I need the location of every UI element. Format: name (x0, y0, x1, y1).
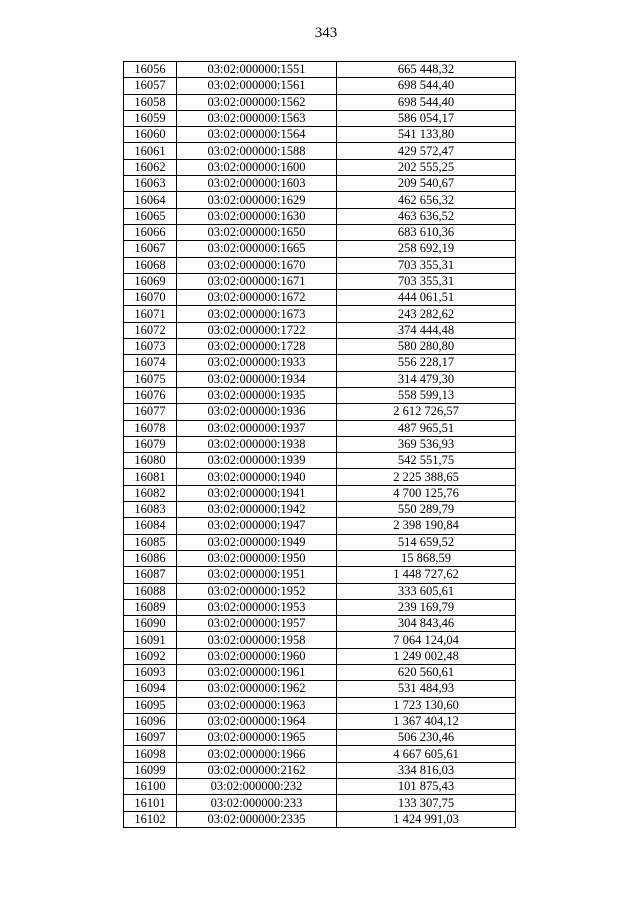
row-number-cell: 16074 (124, 355, 177, 371)
row-number-cell: 16098 (124, 746, 177, 762)
cadastral-value-cell: 243 282,62 (337, 306, 516, 322)
table-row (124, 143, 516, 159)
cadastral-number-cell: 03:02:000000:1722 (177, 322, 337, 338)
table-row (124, 110, 516, 126)
cadastral-number-cell: 03:02:000000:1934 (177, 371, 337, 387)
cadastral-number-cell: 03:02:000000:1564 (177, 127, 337, 143)
cadastral-value-cell: 558 599,13 (337, 387, 516, 403)
table-row (124, 713, 516, 729)
cadastral-number-cell: 03:02:000000:1935 (177, 387, 337, 403)
cadastral-value-cell: 15 868,59 (337, 550, 516, 566)
table-row (124, 306, 516, 322)
row-number-cell: 16082 (124, 485, 177, 501)
cadastral-value-cell: 369 536,93 (337, 436, 516, 452)
cadastral-number-cell: 03:02:000000:1941 (177, 485, 337, 501)
cadastral-value-cell: 580 280,80 (337, 339, 516, 355)
table-row (124, 779, 516, 795)
table-row (124, 339, 516, 355)
cadastral-number-cell: 03:02:000000:1563 (177, 110, 337, 126)
row-number-cell: 16066 (124, 224, 177, 240)
cadastral-value-cell: 133 307,75 (337, 795, 516, 811)
cadastral-value-cell: 4 700 125,76 (337, 485, 516, 501)
cadastral-number-cell: 03:02:000000:1965 (177, 730, 337, 746)
cadastral-value-cell: 333 605,61 (337, 583, 516, 599)
cadastral-value-cell: 703 355,31 (337, 273, 516, 289)
row-number-cell: 16072 (124, 322, 177, 338)
table-row (124, 290, 516, 306)
table-row (124, 159, 516, 175)
row-number-cell: 16058 (124, 94, 177, 110)
cadastral-number-cell: 03:02:000000:1952 (177, 583, 337, 599)
cadastral-value-cell: 1 249 002,48 (337, 648, 516, 664)
table-row (124, 420, 516, 436)
cadastral-value-cell: 2 225 388,65 (337, 469, 516, 485)
table-row (124, 485, 516, 501)
cadastral-value-cell: 541 133,80 (337, 127, 516, 143)
row-number-cell: 16084 (124, 518, 177, 534)
cadastral-value-cell: 462 656,32 (337, 192, 516, 208)
row-number-cell: 16057 (124, 78, 177, 94)
row-number-cell: 16068 (124, 257, 177, 273)
table-row (124, 469, 516, 485)
cadastral-number-cell: 03:02:000000:1964 (177, 713, 337, 729)
page-number: 343 (314, 25, 338, 41)
table-row (124, 127, 516, 143)
cadastral-number-cell: 03:02:000000:1962 (177, 681, 337, 697)
cadastral-value-cell: 514 659,52 (337, 534, 516, 550)
row-number-cell: 16063 (124, 176, 177, 192)
table-row (124, 681, 516, 697)
row-number-cell: 16078 (124, 420, 177, 436)
cadastral-number-cell: 03:02:000000:1938 (177, 436, 337, 452)
table-row (124, 518, 516, 534)
cadastral-number-cell: 03:02:000000:2335 (177, 811, 337, 827)
table-row (124, 730, 516, 746)
table-row (124, 616, 516, 632)
row-number-cell: 16076 (124, 387, 177, 403)
cadastral-value-cell: 586 054,17 (337, 110, 516, 126)
cadastral-value-cell: 444 061,51 (337, 290, 516, 306)
cadastral-number-cell: 03:02:000000:1949 (177, 534, 337, 550)
row-number-cell: 16071 (124, 306, 177, 322)
row-number-cell: 16094 (124, 681, 177, 697)
cadastral-value-cell: 531 484,93 (337, 681, 516, 697)
cadastral-number-cell: 03:02:000000:1672 (177, 290, 337, 306)
cadastral-value-table (123, 61, 516, 828)
row-number-cell: 16100 (124, 779, 177, 795)
row-number-cell: 16079 (124, 436, 177, 452)
row-number-cell: 16087 (124, 567, 177, 583)
row-number-cell: 16101 (124, 795, 177, 811)
table-body (124, 62, 516, 828)
cadastral-value-cell: 202 555,25 (337, 159, 516, 175)
row-number-cell: 16065 (124, 208, 177, 224)
cadastral-number-cell: 03:02:000000:1963 (177, 697, 337, 713)
row-number-cell: 16096 (124, 713, 177, 729)
cadastral-number-cell: 03:02:000000:1603 (177, 176, 337, 192)
cadastral-value-cell: 101 875,43 (337, 779, 516, 795)
cadastral-number-cell: 03:02:000000:1939 (177, 453, 337, 469)
row-number-cell: 16062 (124, 159, 177, 175)
table-row (124, 534, 516, 550)
cadastral-number-cell: 03:02:000000:1966 (177, 746, 337, 762)
table-row (124, 94, 516, 110)
cadastral-value-cell: 239 169,79 (337, 599, 516, 615)
cadastral-number-cell: 03:02:000000:1561 (177, 78, 337, 94)
cadastral-number-cell: 03:02:000000:1650 (177, 224, 337, 240)
cadastral-value-cell: 542 551,75 (337, 453, 516, 469)
cadastral-value-cell: 314 479,30 (337, 371, 516, 387)
table-row (124, 550, 516, 566)
cadastral-value-cell: 463 636,52 (337, 208, 516, 224)
table-row (124, 62, 516, 78)
table-row (124, 257, 516, 273)
cadastral-value-cell: 4 667 605,61 (337, 746, 516, 762)
table-row (124, 632, 516, 648)
table-row (124, 371, 516, 387)
table-row (124, 387, 516, 403)
row-number-cell: 16060 (124, 127, 177, 143)
table-row (124, 599, 516, 615)
row-number-cell: 16090 (124, 616, 177, 632)
cadastral-number-cell: 03:02:000000:1942 (177, 502, 337, 518)
table-row (124, 322, 516, 338)
cadastral-number-cell: 03:02:000000:1629 (177, 192, 337, 208)
row-number-cell: 16069 (124, 273, 177, 289)
table-row (124, 78, 516, 94)
row-number-cell: 16102 (124, 811, 177, 827)
cadastral-number-cell: 03:02:000000:1588 (177, 143, 337, 159)
cadastral-number-cell: 03:02:000000:1936 (177, 404, 337, 420)
cadastral-value-cell: 1 367 404,12 (337, 713, 516, 729)
cadastral-number-cell: 03:02:000000:1630 (177, 208, 337, 224)
cadastral-value-cell: 1 424 991,03 (337, 811, 516, 827)
cadastral-number-cell: 03:02:000000:1937 (177, 420, 337, 436)
cadastral-number-cell: 03:02:000000:1947 (177, 518, 337, 534)
cadastral-number-cell: 03:02:000000:233 (177, 795, 337, 811)
table-row (124, 648, 516, 664)
cadastral-value-cell: 1 448 727,62 (337, 567, 516, 583)
row-number-cell: 16093 (124, 664, 177, 680)
row-number-cell: 16073 (124, 339, 177, 355)
row-number-cell: 16089 (124, 599, 177, 615)
row-number-cell: 16088 (124, 583, 177, 599)
cadastral-value-cell: 487 965,51 (337, 420, 516, 436)
row-number-cell: 16097 (124, 730, 177, 746)
cadastral-value-cell: 2 398 190,84 (337, 518, 516, 534)
row-number-cell: 16070 (124, 290, 177, 306)
cadastral-value-cell: 506 230,46 (337, 730, 516, 746)
row-number-cell: 16091 (124, 632, 177, 648)
cadastral-number-cell: 03:02:000000:1961 (177, 664, 337, 680)
table-row (124, 664, 516, 680)
row-number-cell: 16099 (124, 762, 177, 778)
cadastral-number-cell: 03:02:000000:1940 (177, 469, 337, 485)
table-row (124, 224, 516, 240)
cadastral-number-cell: 03:02:000000:1933 (177, 355, 337, 371)
table-row (124, 811, 516, 827)
cadastral-value-cell: 374 444,48 (337, 322, 516, 338)
table-row (124, 241, 516, 257)
cadastral-value-cell: 304 843,46 (337, 616, 516, 632)
cadastral-value-cell: 258 692,19 (337, 241, 516, 257)
table-row (124, 404, 516, 420)
cadastral-number-cell: 03:02:000000:1950 (177, 550, 337, 566)
row-number-cell: 16077 (124, 404, 177, 420)
cadastral-number-cell: 03:02:000000:1958 (177, 632, 337, 648)
row-number-cell: 16092 (124, 648, 177, 664)
row-number-cell: 16085 (124, 534, 177, 550)
cadastral-number-cell: 03:02:000000:1957 (177, 616, 337, 632)
row-number-cell: 16080 (124, 453, 177, 469)
table-row (124, 697, 516, 713)
cadastral-number-cell: 03:02:000000:1665 (177, 241, 337, 257)
cadastral-value-cell: 620 560,61 (337, 664, 516, 680)
cadastral-number-cell: 03:02:000000:1600 (177, 159, 337, 175)
table-row (124, 453, 516, 469)
cadastral-number-cell: 03:02:000000:1728 (177, 339, 337, 355)
table-row (124, 583, 516, 599)
table-row (124, 176, 516, 192)
table-row (124, 208, 516, 224)
table-row (124, 746, 516, 762)
table-row (124, 273, 516, 289)
row-number-cell: 16081 (124, 469, 177, 485)
row-number-cell: 16059 (124, 110, 177, 126)
row-number-cell: 16064 (124, 192, 177, 208)
cadastral-value-cell: 703 355,31 (337, 257, 516, 273)
cadastral-value-cell: 556 228,17 (337, 355, 516, 371)
cadastral-value-cell: 429 572,47 (337, 143, 516, 159)
cadastral-value-cell: 665 448,32 (337, 62, 516, 78)
cadastral-value-cell: 2 612 726,57 (337, 404, 516, 420)
cadastral-value-cell: 698 544,40 (337, 94, 516, 110)
cadastral-value-cell: 550 289,79 (337, 502, 516, 518)
cadastral-number-cell: 03:02:000000:1551 (177, 62, 337, 78)
cadastral-value-cell: 683 610,36 (337, 224, 516, 240)
row-number-cell: 16075 (124, 371, 177, 387)
table-row (124, 192, 516, 208)
cadastral-number-cell: 03:02:000000:1951 (177, 567, 337, 583)
row-number-cell: 16095 (124, 697, 177, 713)
cadastral-number-cell: 03:02:000000:1960 (177, 648, 337, 664)
cadastral-number-cell: 03:02:000000:1673 (177, 306, 337, 322)
cadastral-value-cell: 7 064 124,04 (337, 632, 516, 648)
row-number-cell: 16067 (124, 241, 177, 257)
cadastral-number-cell: 03:02:000000:1562 (177, 94, 337, 110)
table-row (124, 502, 516, 518)
cadastral-value-cell: 334 816,03 (337, 762, 516, 778)
cadastral-number-cell: 03:02:000000:1670 (177, 257, 337, 273)
table-row (124, 762, 516, 778)
cadastral-value-cell: 698 544,40 (337, 78, 516, 94)
cadastral-number-cell: 03:02:000000:1953 (177, 599, 337, 615)
row-number-cell: 16056 (124, 62, 177, 78)
cadastral-number-cell: 03:02:000000:2162 (177, 762, 337, 778)
table-row (124, 795, 516, 811)
table-row (124, 355, 516, 371)
row-number-cell: 16061 (124, 143, 177, 159)
table-row (124, 436, 516, 452)
cadastral-value-cell: 209 540,67 (337, 176, 516, 192)
cadastral-number-cell: 03:02:000000:1671 (177, 273, 337, 289)
row-number-cell: 16086 (124, 550, 177, 566)
cadastral-number-cell: 03:02:000000:232 (177, 779, 337, 795)
cadastral-value-cell: 1 723 130,60 (337, 697, 516, 713)
row-number-cell: 16083 (124, 502, 177, 518)
table-row (124, 567, 516, 583)
